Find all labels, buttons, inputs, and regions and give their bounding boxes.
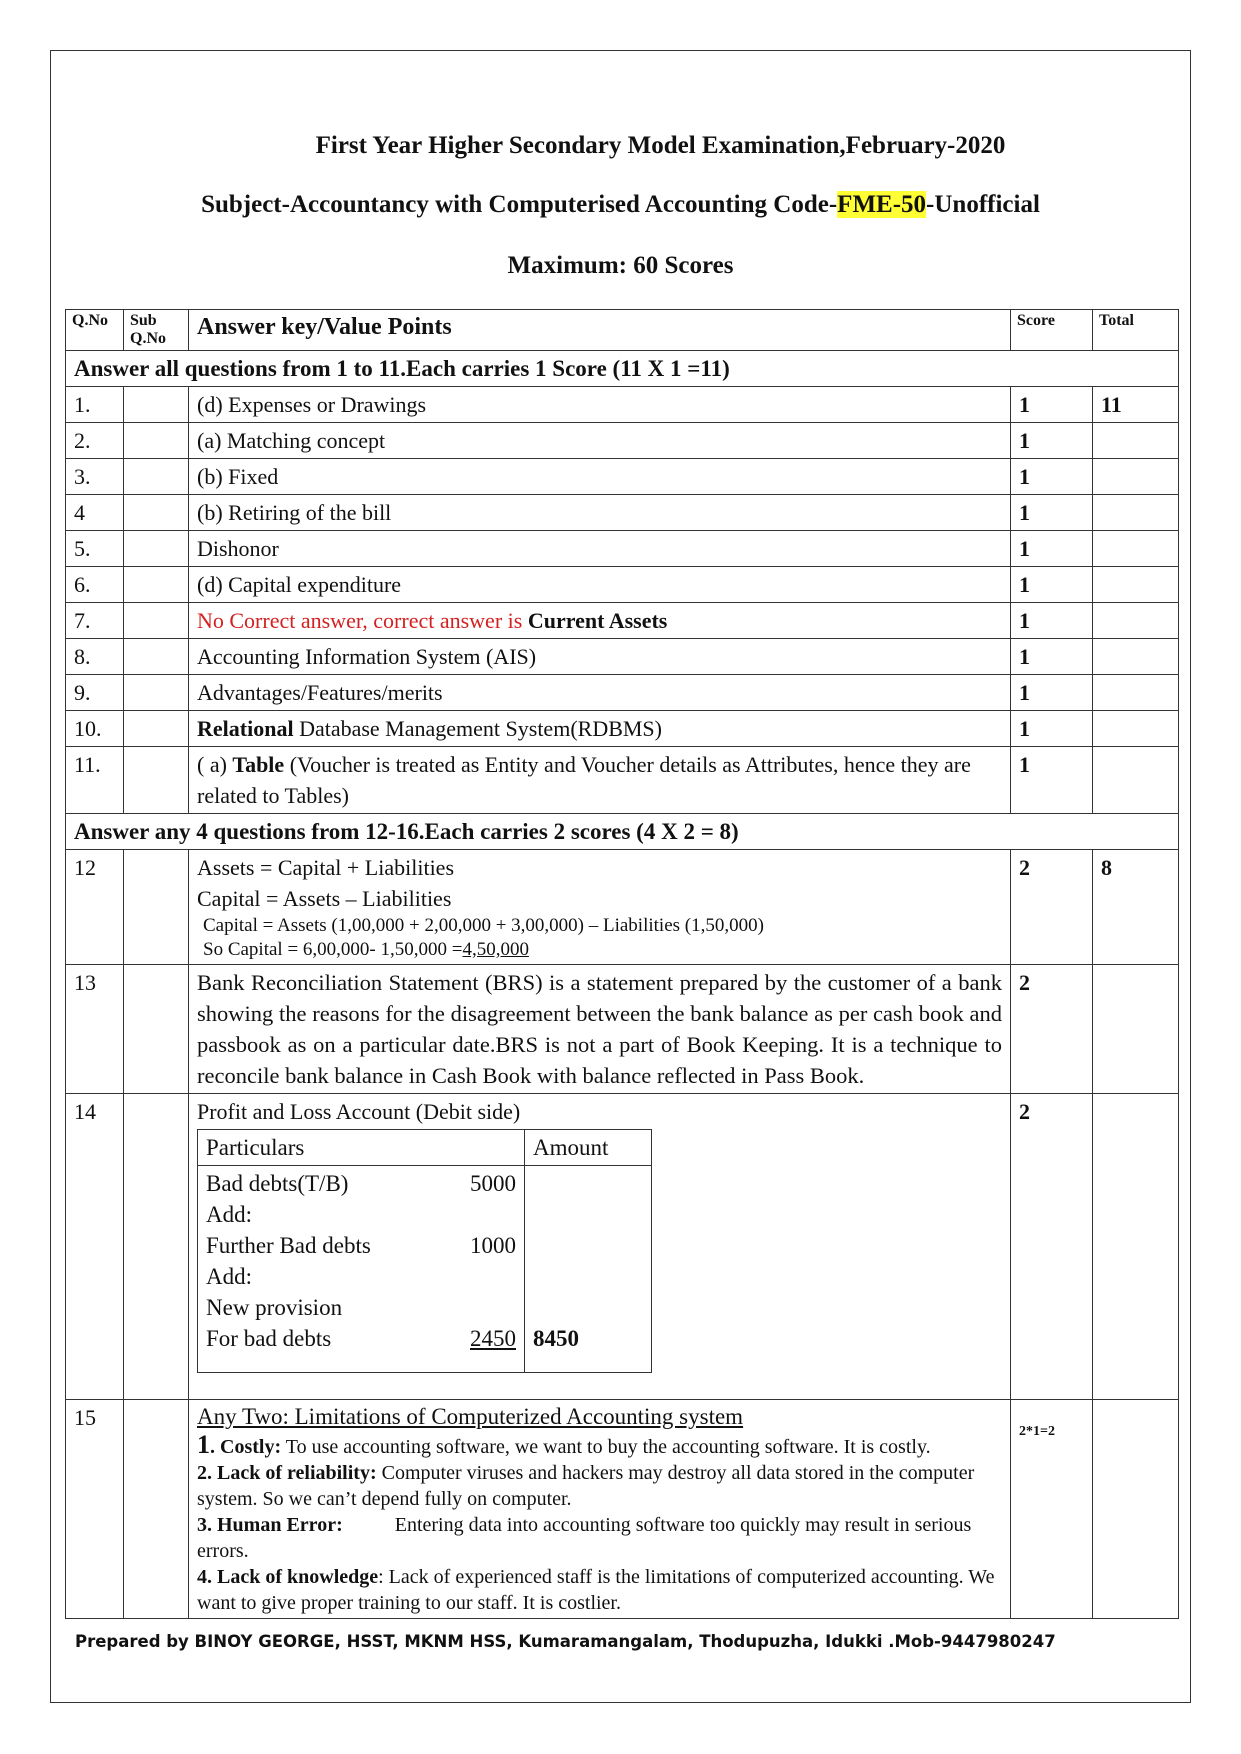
answer [189, 603, 1011, 639]
calculation-result [197, 938, 1002, 962]
section-total: 8 [1093, 850, 1179, 965]
equation-line: Capital = Assets – Liabilities [197, 886, 452, 911]
q-number: 6. [66, 567, 124, 603]
score: 1 [1011, 531, 1093, 567]
exam-code: FME-50 [837, 191, 927, 218]
score: 1 [1011, 639, 1093, 675]
answer: Bank Reconciliation Statement (BRS) is a statement prepared by the customer of a bank showing the reasons for the disagreement between the bank balance as per cash book and passbook as on a particular date.BRS is not a part of Book Keeping. It is a technique to reconcile bank balance in Cash Book with balance reflected in Pass Book. [189, 965, 1011, 1094]
score: 1 [1011, 747, 1093, 814]
item-value: 5000 [470, 1171, 516, 1196]
limitation-item [197, 1460, 1002, 1512]
result-value: 4,50,000 [462, 939, 529, 960]
answer-bold: Table [232, 752, 285, 777]
limitation-item [197, 1432, 1002, 1460]
item-label: Further Bad debts [206, 1233, 371, 1258]
header-score: Score [1011, 310, 1093, 351]
section1-heading: Answer all questions from 1 to 11.Each carries 1 Score (11 X 1 =11) [66, 351, 1179, 387]
section-heading-row [66, 351, 1179, 387]
score: 2 [1011, 850, 1093, 965]
table-row [66, 1094, 1179, 1400]
footer-credit: Prepared by BINOY GEORGE, HSST, MKNM HSS, Kumaramangalam, Thodupuzha, Idukki .Mob-9447980247 [75, 1632, 1056, 1651]
q-number: 3. [66, 459, 124, 495]
answer-rest: (Voucher is treated as Entity and Voucher details as Attributes, hence they are related to Tables) [197, 752, 971, 808]
ledger-item [206, 1168, 516, 1199]
score: 1 [1011, 423, 1093, 459]
q-number: 13 [66, 965, 124, 1094]
total-amount: 8450 [533, 1326, 579, 1351]
answer: (b) Fixed [189, 459, 1011, 495]
answer [189, 747, 1011, 814]
answer-rest: Database Management System(RDBMS) [293, 716, 662, 741]
q-number: 5. [66, 531, 124, 567]
limitation-heading: . Costly: [210, 1436, 282, 1458]
answer-correct: Current Assets [527, 608, 668, 633]
q-number: 1. [66, 387, 124, 423]
answer: (a) Matching concept [189, 423, 1011, 459]
item-label: For bad debts [206, 1326, 332, 1351]
equation-line: Assets = Capital + Liabilities [197, 855, 455, 880]
q-number: 15 [66, 1400, 124, 1619]
subject-suffix: -Unofficial [926, 191, 1040, 218]
ledger-item [206, 1323, 516, 1354]
ledger-item [206, 1230, 516, 1261]
header-qno: Q.No [66, 310, 124, 351]
section2-heading: Answer any 4 questions from 12-16.Each carries 2 scores (4 X 2 = 8) [66, 814, 1179, 850]
section-heading-row [66, 814, 1179, 850]
table-row [66, 965, 1179, 1094]
calculation-line: Capital = Assets (1,00,000 + 2,00,000 + 3,00,000) – Liabilities (1,50,000) [203, 915, 764, 936]
table-row [66, 531, 1179, 567]
header-total: Total [1093, 310, 1179, 351]
amount-cell [525, 1166, 652, 1373]
limitation-text: : Lack of experienced staff is the limitations of computerized accounting. We want to give proper training to our staff. It is costlier. [197, 1566, 995, 1614]
q-number: 14 [66, 1094, 124, 1400]
table-header-row [66, 310, 1179, 351]
answer: Dishonor [189, 531, 1011, 567]
header-answer: Answer key/Value Points [189, 310, 1011, 351]
add-label: Add: [206, 1264, 252, 1289]
score: 1 [1011, 495, 1093, 531]
limitation-text: Entering data into accounting software too quickly may result in serious errors. [197, 1514, 972, 1562]
score: 1 [1011, 387, 1093, 423]
limitation-item [197, 1564, 1002, 1616]
answer: Advantages/Features/merits [189, 675, 1011, 711]
table-row [66, 747, 1179, 814]
q-number: 10. [66, 711, 124, 747]
col-particulars: Particulars [198, 1130, 525, 1166]
table-row [66, 387, 1179, 423]
pl-account-table [197, 1129, 652, 1373]
answer-bold: Relational [197, 716, 294, 741]
score: 1 [1011, 459, 1093, 495]
max-score: Maximum: 60 Scores [507, 252, 734, 279]
q-number: 11. [66, 747, 124, 814]
answer [189, 850, 1011, 965]
exam-title: First Year Higher Secondary Model Examination,February-2020 [315, 132, 1006, 159]
item-label: New provision [206, 1295, 343, 1320]
section-total: 11 [1093, 387, 1179, 423]
table-row [66, 423, 1179, 459]
q-number: 4 [66, 495, 124, 531]
score-cell [1011, 1400, 1093, 1619]
limitations-title: Any Two: Limitations of Computerized Accounting system [197, 1404, 744, 1429]
table-row [66, 675, 1179, 711]
limitation-number: 1 [197, 1430, 210, 1459]
score: 2 [1011, 965, 1093, 1094]
limitation-item [197, 1512, 1002, 1564]
score: 2*1=2 [1019, 1424, 1055, 1439]
table-row [66, 495, 1179, 531]
limitation-text: Computer viruses and hackers may destroy all data stored in the computer system. So we can’t depend fully on computer. [197, 1462, 975, 1510]
answer [189, 1400, 1011, 1619]
q-number: 12 [66, 850, 124, 965]
item-label: Bad debts(T/B) [206, 1171, 349, 1196]
score: 1 [1011, 567, 1093, 603]
subject-text: Subject-Accountancy with Computerised Accounting Code- [201, 191, 838, 218]
answer-pre: ( a) [197, 752, 233, 777]
answer: Accounting Information System (AIS) [189, 639, 1011, 675]
score: 1 [1011, 603, 1093, 639]
answer [189, 711, 1011, 747]
q-number: 9. [66, 675, 124, 711]
answer-key-table [65, 309, 1179, 1619]
limitation-text: To use accounting software, we want to buy the accounting software. It is costly. [281, 1436, 931, 1458]
table-row [66, 850, 1179, 965]
answer-note: No Correct answer, correct answer is [197, 608, 528, 633]
item-value: 2450 [470, 1326, 516, 1351]
account-title: Profit and Loss Account (Debit side) [197, 1099, 521, 1124]
score: 2 [1011, 1094, 1093, 1400]
header-sub-qno: Sub Q.No [124, 310, 189, 351]
limitation-heading: 2. Lack of reliability: [197, 1462, 377, 1484]
col-amount: Amount [525, 1130, 652, 1166]
table-row [66, 639, 1179, 675]
score: 1 [1011, 711, 1093, 747]
limitation-heading: 3. Human Error: [197, 1514, 343, 1536]
q-number: 2. [66, 423, 124, 459]
answer [189, 1094, 1011, 1400]
answer: (d) Expenses or Drawings [189, 387, 1011, 423]
limitation-heading: 4. Lack of knowledge [197, 1566, 379, 1588]
q-number: 8. [66, 639, 124, 675]
particulars-cell [198, 1166, 525, 1373]
q-number: 7. [66, 603, 124, 639]
table-row [66, 459, 1179, 495]
table-row [66, 711, 1179, 747]
score: 1 [1011, 675, 1093, 711]
answer: (d) Capital expenditure [189, 567, 1011, 603]
table-row [66, 567, 1179, 603]
add-label: Add: [206, 1202, 252, 1227]
table-row [66, 603, 1179, 639]
table-row [66, 1400, 1179, 1619]
subject-line [0, 191, 1241, 219]
result-prefix: So Capital = 6,00,000- 1,50,000 = [203, 939, 463, 960]
item-value: 1000 [470, 1233, 516, 1258]
answer: (b) Retiring of the bill [189, 495, 1011, 531]
